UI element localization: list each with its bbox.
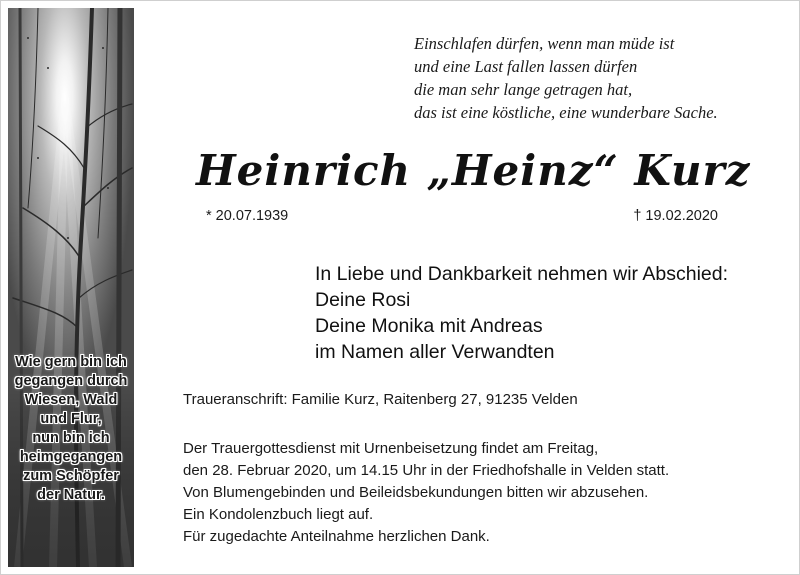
poem-line: nun bin ich <box>32 430 110 446</box>
service-line: Für zugedachte Anteilnahme herzlichen Dank. <box>183 528 490 545</box>
poem-line: gegangen durch <box>14 373 128 389</box>
poem-line: heimgegangen <box>19 449 123 465</box>
poem-line: der Natur. <box>37 487 105 503</box>
farewell-line: Deine Monika mit Andreas <box>315 315 543 337</box>
deceased-name: Heinrich „Heinz“ Kurz <box>196 146 751 195</box>
poem-line: zum Schöpfer <box>23 468 119 484</box>
service-line: Ein Kondolenzbuch liegt auf. <box>183 506 374 523</box>
poem-line: und Flur, <box>40 411 102 427</box>
quote-line: und eine Last fallen lassen dürfen <box>414 57 638 76</box>
poem-line: Wie gern bin ich <box>15 354 127 370</box>
quote-line: Einschlafen dürfen, wenn man müde ist <box>414 34 675 53</box>
farewell-line: im Namen aller Verwandten <box>315 341 555 363</box>
service-line: Von Blumengebinden und Beileidsbekundungen bitten wir abzusehen. <box>183 484 649 501</box>
quote-line: die man sehr lange getragen hat, <box>414 80 633 99</box>
farewell-block <box>315 261 728 365</box>
farewell-line: In Liebe und Dankbarkeit nehmen wir Abschied: <box>315 263 729 285</box>
poem-line: Wiesen, Wald <box>24 392 118 408</box>
service-line: Der Trauergottesdienst mit Urnenbeisetzung findet am Freitag, <box>183 440 599 457</box>
forest-photo <box>8 8 134 567</box>
quote-line: das ist eine köstliche, eine wunderbare Sache. <box>414 103 718 122</box>
mourning-address: Traueranschrift: Familie Kurz, Raitenberg 27, 91235 Velden <box>183 391 578 408</box>
service-line: den 28. Februar 2020, um 14.15 Uhr in der Friedhofshalle in Velden statt. <box>183 462 670 479</box>
death-date: † 19.02.2020 <box>633 208 718 224</box>
birth-date: * 20.07.1939 <box>206 208 289 224</box>
quote-block <box>414 32 718 124</box>
poem-text <box>8 353 134 505</box>
farewell-line: Deine Rosi <box>315 289 411 311</box>
service-info <box>183 438 669 548</box>
